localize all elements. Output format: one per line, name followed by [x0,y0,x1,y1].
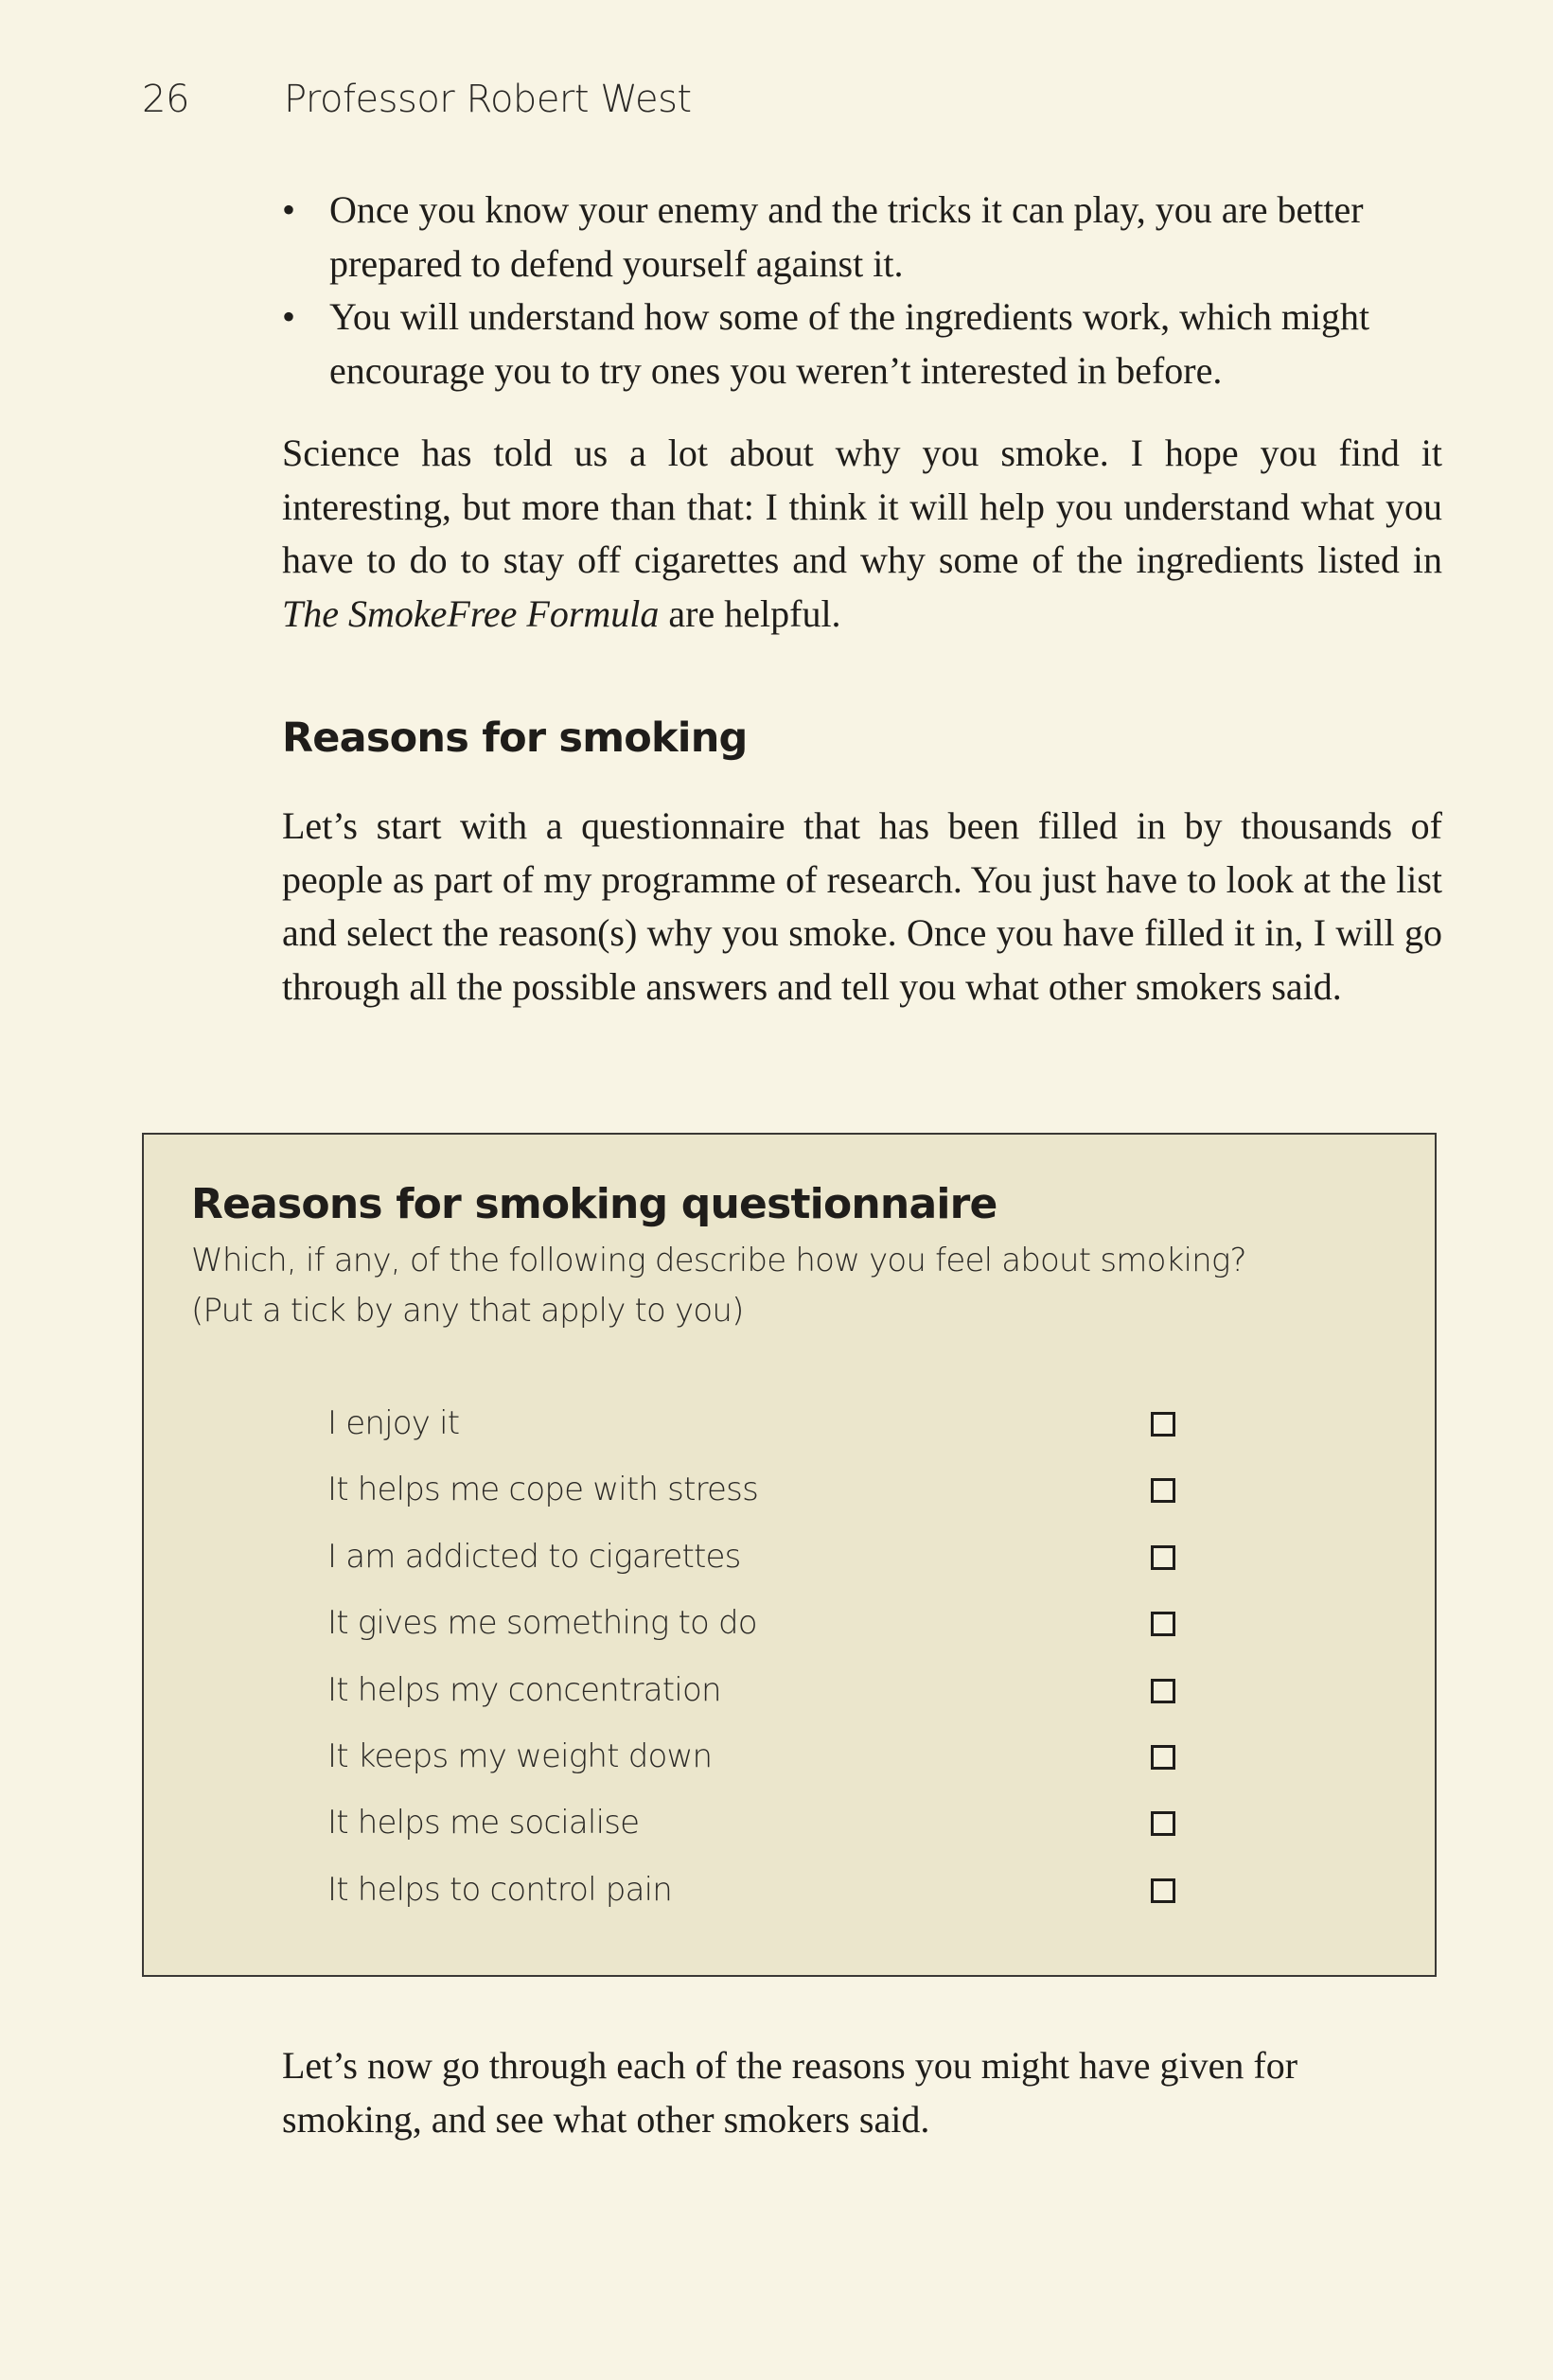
bullet-dot-icon: • [282,188,296,231]
book-title-italic: The SmokeFree Formula [282,591,660,635]
questionnaire-box [142,1133,1437,1977]
bullet-item [282,291,1442,397]
bullet-item [282,184,1442,291]
item-label: It helps me cope with stress [327,1471,758,1509]
questionnaire-instruction: (Put a tick by any that apply to you) [191,1292,744,1330]
questionnaire-list [327,1404,1217,1937]
tick-checkbox[interactable] [1151,1745,1175,1770]
page-number: 26 [142,78,189,121]
questionnaire-title: Reasons for smoking questionnaire [191,1180,997,1228]
item-label: It keeps my weight down [327,1737,713,1775]
intro-paragraph [282,427,1442,641]
item-label: It gives me something to do [327,1604,757,1643]
section-heading: Reasons for smoking [282,714,748,762]
tick-checkbox[interactable] [1151,1545,1175,1570]
questionnaire-item [327,1804,1217,1870]
bullet-list [282,184,1442,397]
section-paragraph: Let’s start with a questionnaire that has been filled in by thousands of people as part of my programme of research. You just have to look at the list and select the reason(s) why you smoke. Once you have filled it in, I will go through all the possible answers and tell you what other smokers said. [282,804,1442,1008]
bullet-dot-icon: • [282,295,296,338]
tick-checkbox[interactable] [1151,1478,1175,1503]
item-label: I am addicted to cigarettes [327,1537,741,1576]
item-label: I enjoy it [327,1404,460,1442]
item-label: It helps to control pain [327,1870,672,1909]
questionnaire-question: Which, if any, of the following describe how you feel about smoking? [191,1242,1246,1279]
bullet-text: Once you know your enemy and the tricks it can play, you are better prepared to defend yourself against it. [329,188,1364,285]
tick-checkbox[interactable] [1151,1811,1175,1836]
running-title: Professor Robert West [284,78,692,121]
questionnaire-item [327,1737,1217,1804]
tick-checkbox[interactable] [1151,1612,1175,1636]
intro-text: Science has told us a lot about why you smoke. I hope you find it interesting, but more than that: I think it will help you understand what you have to do to stay off cigarettes and why some of the ingredients listed in [282,432,1442,581]
closing-paragraph: Let’s now go through each of the reasons you might have given for smoking, and see what other smokers said. [282,2044,1298,2141]
tick-checkbox[interactable] [1151,1878,1175,1903]
questionnaire-item [327,1871,1217,1937]
questionnaire-item [327,1604,1217,1670]
questionnaire-item [327,1671,1217,1737]
questionnaire-item [327,1404,1217,1471]
questionnaire-item [327,1538,1217,1604]
running-header [142,78,692,121]
item-label: It helps me socialise [327,1804,640,1842]
bullet-text: You will understand how some of the ingredients work, which might encourage you to try ones you weren’t interested in before. [329,295,1370,392]
tick-checkbox[interactable] [1151,1412,1175,1437]
tick-checkbox[interactable] [1151,1679,1175,1703]
questionnaire-item [327,1471,1217,1537]
intro-text-end: are helpful. [659,591,841,635]
item-label: It helps my concentration [327,1670,721,1709]
